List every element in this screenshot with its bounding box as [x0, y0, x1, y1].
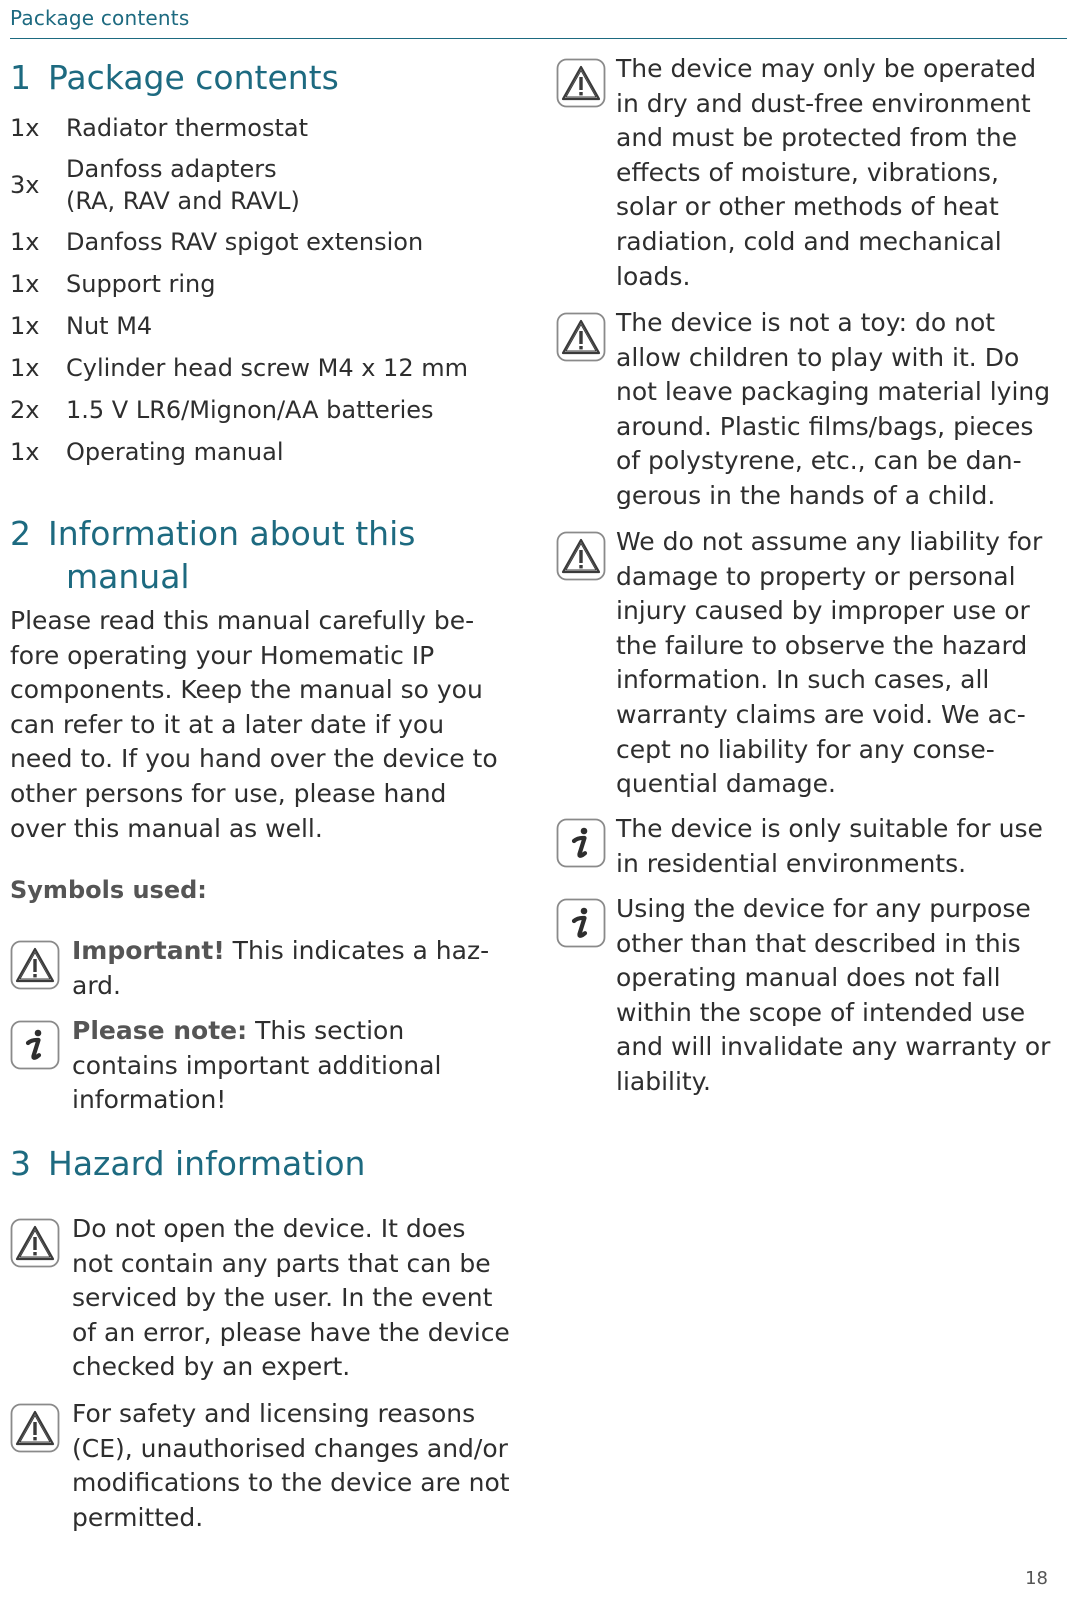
package-contents-list: [10, 107, 510, 473]
note-text: [72, 1014, 510, 1118]
list-item: [10, 389, 510, 431]
info-text: The device is only suitable for use in residential environments.: [616, 814, 1043, 878]
section-number: 3: [10, 1144, 31, 1183]
item-quantity: 2x: [10, 396, 40, 424]
item-quantity: 1x: [10, 270, 40, 298]
hazard-note: [10, 1397, 510, 1535]
list-item: [10, 347, 510, 389]
list-item: [10, 263, 510, 305]
item-quantity: 1x: [10, 438, 40, 466]
info-text: Using the device for any purpose other than that described in this operating manual does not fall within the scope of intended use and will invalidate any warranty or liability.: [616, 894, 1051, 1096]
header-divider: [10, 38, 1067, 39]
section-1-heading: [10, 56, 339, 99]
item-label: Support ring: [66, 270, 216, 298]
item-label: Danfoss RAV spigot extension: [66, 228, 424, 256]
warning-icon: [10, 1218, 60, 1268]
list-item: [10, 431, 510, 473]
warning-icon: [556, 312, 606, 362]
symbols-used-heading: Symbols used:: [10, 876, 207, 904]
item-label: 1.5 V LR6/Mignon/AA batteries: [66, 396, 434, 424]
section-3-heading: [10, 1142, 365, 1185]
page-number: 18: [1025, 1568, 1048, 1589]
symbol-please-note: [10, 1014, 510, 1118]
running-header: Package contents: [10, 6, 190, 30]
item-label: [66, 153, 510, 217]
info-icon: [556, 818, 606, 868]
hazard-text: Do not open the device. It does not contain any parts that can be serviced by the user. In the event of an error, please have the device checked by an expert.: [72, 1214, 510, 1382]
section-title: Information about this: [48, 514, 416, 553]
item-label: Nut M4: [66, 312, 153, 340]
list-item: [10, 149, 510, 221]
item-quantity: 3x: [10, 171, 40, 199]
item-quantity: 1x: [10, 354, 40, 382]
section-title: Package contents: [48, 58, 339, 97]
item-quantity: 1x: [10, 228, 40, 256]
list-item: [10, 107, 510, 149]
item-quantity: 1x: [10, 312, 40, 340]
section-number: 1: [10, 58, 31, 97]
info-icon: [556, 898, 606, 948]
hazard-note: [556, 52, 1061, 294]
warning-icon: [10, 940, 60, 990]
manual-intro-paragraph: Please read this manual carefully be-fore operating your Homematic IP components. Keep the manual so you can refer to it at a later date if you need to. If you hand over the device to other persons for use, please hand over this manual as well.: [10, 606, 498, 843]
hazard-text: The device is not a toy: do not allow children to play with it. Do not leave packaging material lying around. Plastic films/bags, pieces of polystyrene, etc., can be dan-gerous in the hands of a child.: [616, 308, 1051, 510]
item-quantity: 1x: [10, 114, 40, 142]
list-item: [10, 221, 510, 263]
item-label: Radiator thermostat: [66, 114, 308, 142]
list-item: [10, 305, 510, 347]
warning-icon: [10, 1403, 60, 1453]
section-number: 2: [10, 514, 31, 553]
hazard-note: [556, 306, 1061, 514]
item-label-line: (RA, RAV and RAVL): [66, 187, 300, 215]
please-note-label: Please note:: [72, 1016, 248, 1045]
item-label-line: Danfoss adapters: [66, 155, 277, 183]
section-title: Hazard information: [48, 1144, 366, 1183]
symbol-important-note: [10, 934, 510, 1003]
info-icon: [10, 1020, 60, 1070]
section-title-continued: manual: [66, 557, 190, 596]
hazard-note: [10, 1212, 510, 1385]
hazard-note: [556, 525, 1061, 802]
item-label: Cylinder head screw M4 x 12 mm: [66, 354, 468, 382]
hazard-text: For safety and licensing reasons (CE), unauthorised changes and/or modifications to the device are not permitted.: [72, 1399, 510, 1532]
hazard-text: The device may only be operated in dry and dust-free environment and must be protected from the effects of moisture, vibrations, solar or other methods of heat radiation, cold and mechanical loads.: [616, 54, 1037, 291]
warning-icon: [556, 58, 606, 108]
please-note-description: This section contains important additional information!: [72, 1016, 442, 1115]
item-label: Operating manual: [66, 438, 284, 466]
info-note: [556, 812, 1061, 881]
info-note: [556, 892, 1061, 1100]
section-2-heading: [10, 512, 490, 598]
important-label: Important!: [72, 936, 225, 965]
important-description: This indicates a haz-ard.: [72, 936, 490, 1000]
note-text: [72, 934, 510, 1003]
warning-icon: [556, 531, 606, 581]
hazard-text: We do not assume any liability for damage to property or personal injury caused by improper use or the failure to observe the hazard information. In such cases, all warranty claims are void. We ac-cept no liability for any conse-quential damage.: [616, 527, 1043, 799]
